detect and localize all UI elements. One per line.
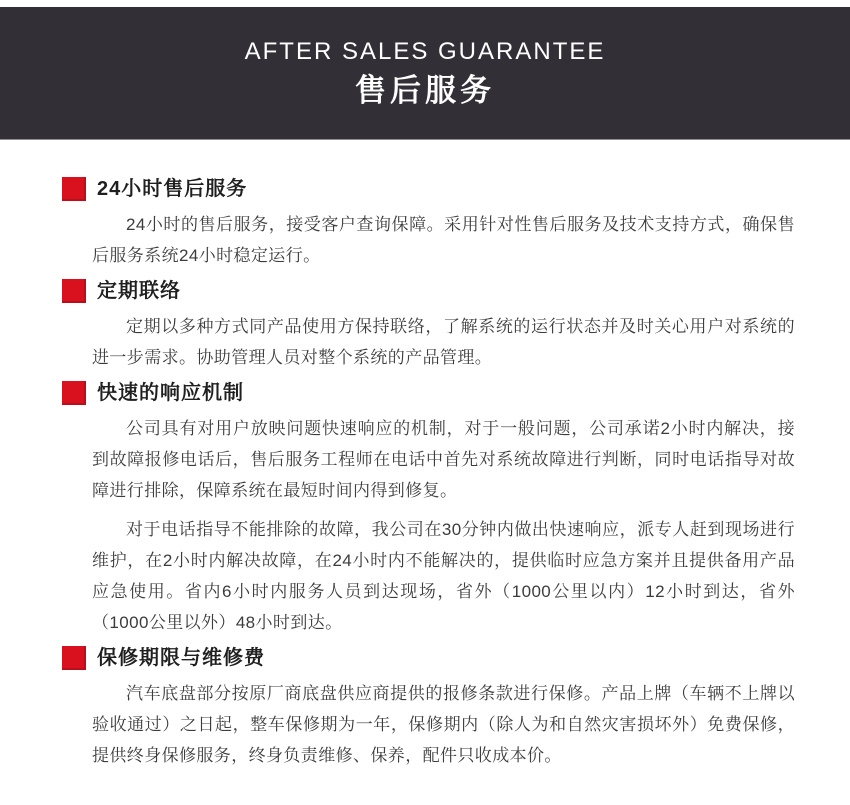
section-paragraph: 公司具有对用户放映问题快速响应的机制，对于一般问题，公司承诺2小时内解决，接到故障报修电话后，售后服务工程师在电话中首先对系统故障进行判断，同时电话指导对故障进行排除，保障系统在最短时间内得到修复。 xyxy=(92,419,795,500)
after-sales-page xyxy=(0,7,850,805)
section-heading-row xyxy=(62,381,795,405)
section-heading-row xyxy=(62,646,795,670)
red-square-bullet-icon xyxy=(62,177,86,201)
red-square-bullet-icon xyxy=(62,646,86,670)
section-heading-row xyxy=(62,177,795,201)
banner xyxy=(0,7,850,140)
section-regular-contact xyxy=(92,279,795,373)
banner-title-en: AFTER SALES GUARANTEE xyxy=(244,38,606,65)
section-paragraph: 汽车底盘部分按原厂商底盘供应商提供的报修条款进行保修。产品上牌（车辆不上牌以验收通过）之日起，整车保修期为一年，保修期内（除人为和自然灾害损坏外）免费保修，提供终身保修服务，终身负责维修、保养，配件只收成本价。 xyxy=(92,684,795,765)
section-quick-response xyxy=(92,381,795,638)
red-square-bullet-icon xyxy=(62,279,86,303)
section-heading: 定期联络 xyxy=(97,280,181,302)
section-heading: 快速的响应机制 xyxy=(97,382,244,404)
section-heading-row xyxy=(62,279,795,303)
section-paragraph: 24小时的售后服务，接受客户查询保障。采用针对性售后服务及技术支持方式，确保售后服务系统24小时稳定运行。 xyxy=(92,215,795,265)
red-square-bullet-icon xyxy=(62,381,86,405)
section-heading: 保修期限与维修费 xyxy=(97,647,265,669)
banner-title-zh: 售后服务 xyxy=(355,73,495,108)
section-heading: 24小时售后服务 xyxy=(97,178,248,200)
section-warranty xyxy=(92,646,795,771)
section-24h-service xyxy=(92,177,795,271)
section-paragraph: 定期以多种方式同产品使用方保持联络，了解系统的运行状态并及时关心用户对系统的进一步需求。协助管理人员对整个系统的产品管理。 xyxy=(92,317,795,367)
section-paragraph: 对于电话指导不能排除的故障，我公司在30分钟内做出快速响应，派专人赶到现场进行维护，在2小时内解决故障，在24小时内不能解决的，提供临时应急方案并且提供备用产品应急使用。省内6小时内服务人员到达现场，省外（1000公里以内）12小时到达，省外（1000公里以外）48小时到达。 xyxy=(92,520,795,632)
content-area xyxy=(0,140,850,771)
